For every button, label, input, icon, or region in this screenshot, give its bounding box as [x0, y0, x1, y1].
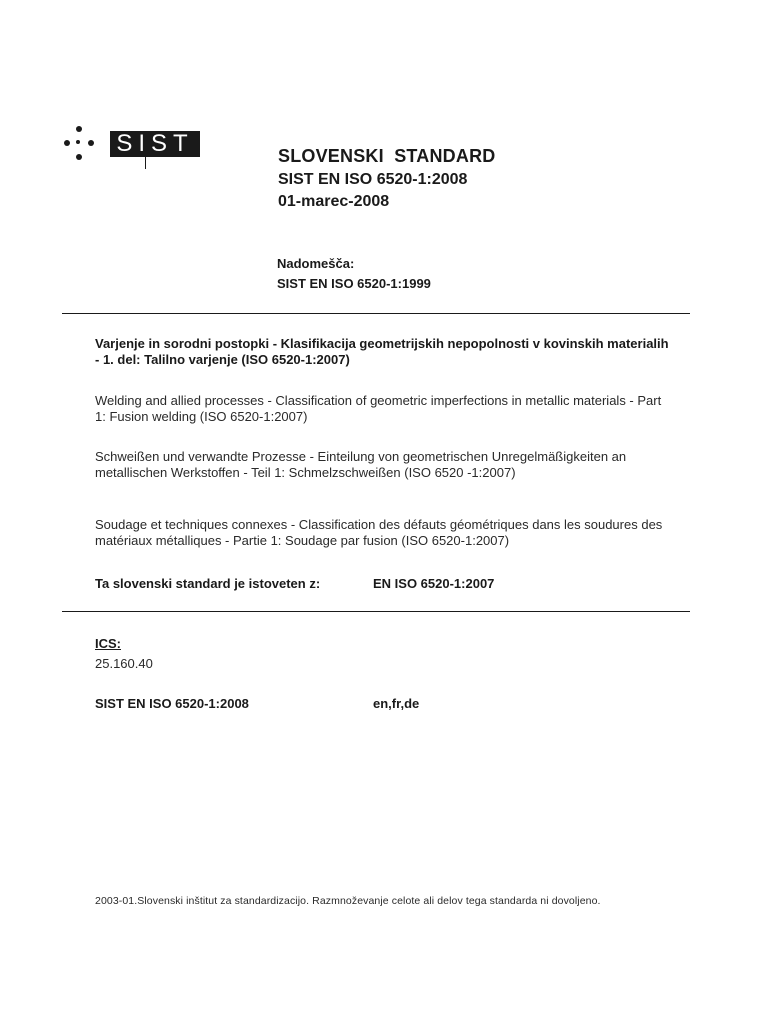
identical-label: Ta slovenski standard je istoveten z:: [95, 576, 321, 591]
sist-logo: [62, 124, 212, 174]
logo-dot-left: [64, 140, 70, 146]
footer-languages: en,fr,de: [373, 696, 420, 711]
title-slovenian: Varjenje in sorodni postopki - Klasifikacija geometrijskih nepopolnosti v kovinskih materialih - 1. del: Talilno varjenje (ISO 6520-1:2007): [95, 336, 669, 367]
copyright-notice: 2003-01.Slovenski inštitut za standardizacijo. Razmnoževanje celote ali delov tega standarda ni dovoljeno.: [95, 895, 601, 907]
standard-number: SIST EN ISO 6520-1:2008: [278, 171, 468, 188]
logo-stem: [145, 157, 146, 169]
divider-bottom: [62, 611, 690, 612]
logo-dot-bottom: [76, 154, 82, 160]
logo-dot-right: [88, 140, 94, 146]
replaces-label: Nadomešča:: [277, 256, 355, 271]
footer-standard-code: SIST EN ISO 6520-1:2008: [95, 696, 249, 711]
divider-top: [62, 313, 690, 314]
title-german: Schweißen und verwandte Prozesse - Einteilung von geometrischen Unregelmäßigkeiten an metallischen Werkstoffen - Teil 1: Schmelzschweißen (ISO 6520 -1:2007): [95, 449, 627, 480]
replaces-value: SIST EN ISO 6520-1:1999: [277, 276, 431, 291]
logo-wordmark: SIST: [110, 131, 200, 157]
title-french: Soudage et techniques connexes - Classification des défauts géométriques dans les soudures des matériaux métalliques - Partie 1: Soudage par fusion (ISO 6520-1:2007): [95, 517, 663, 548]
ics-label: ICS:: [95, 636, 121, 651]
ics-value: 25.160.40: [95, 656, 153, 671]
standard-title: SLOVENSKI STANDARD: [278, 146, 496, 166]
logo-dot-top: [76, 126, 82, 132]
title-english: Welding and allied processes - Classification of geometric imperfections in metallic materials - Part 1: Fusion welding (ISO 6520-1:2007): [95, 393, 662, 424]
logo-dot-center: [76, 140, 80, 144]
standard-date: 01-marec-2008: [278, 193, 390, 210]
identical-value: EN ISO 6520-1:2007: [373, 576, 495, 591]
